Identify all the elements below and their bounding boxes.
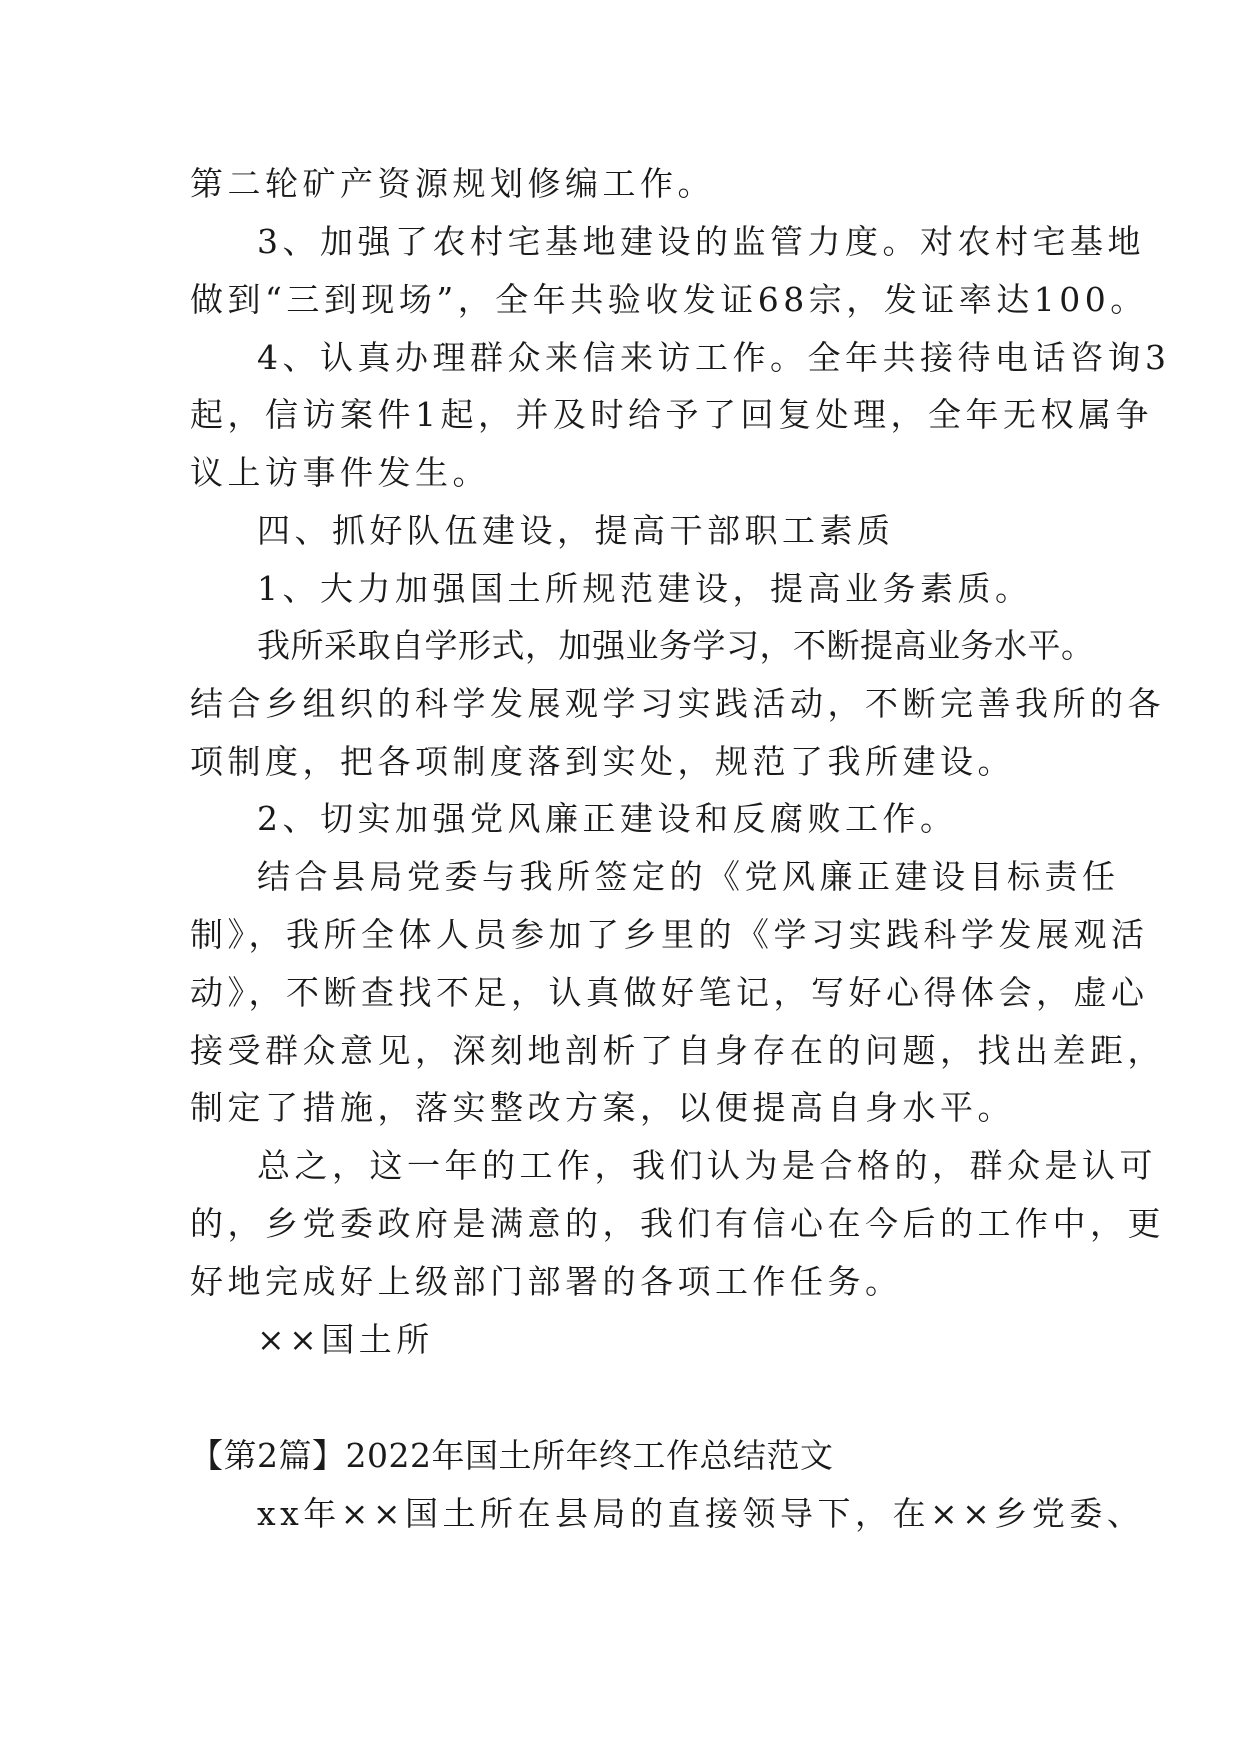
paragraph-line: 项制度，把各项制度落到实处，规范了我所建设。 [190,742,1015,781]
paragraph-line: 动》，不断查找不足，认真做好笔记，写好心得体会，虚心 [190,973,1149,1012]
paragraph-line: 结合乡组织的科学发展观学习实践活动，不断完善我所的各 [190,684,1165,723]
paragraph-line: 制》，我所全体人员参加了乡里的《学习实践科学发展观活 [190,915,1149,954]
paragraph-line: 的，乡党委政府是满意的，我们有信心在今后的工作中，更 [190,1204,1165,1243]
paragraph-line: 3、加强了农村宅基地建设的监管力度。对农村宅基地 [257,222,1145,261]
paragraph-line: 总之，这一年的工作，我们认为是合格的，群众是认可 [257,1146,1157,1185]
paragraph-line: 4、认真办理群众来信来访工作。全年共接待电话咨询3 [257,338,1171,377]
paragraph-line: 1、大力加强国土所规范建设，提高业务素质。 [257,569,1033,608]
section-heading: 四、抓好队伍建设，提高干部职工素质 [257,511,895,550]
paragraph-line: 起，信访案件1起，并及时给予了回复处理，全年无权属争 [190,395,1153,434]
paragraph-line: 制定了措施，落实整改方案，以便提高自身水平。 [190,1088,1015,1127]
article-title: 【第2篇】2022年国土所年终工作总结范文 [190,1436,834,1475]
paragraph-line: xx年××国土所在县局的直接领导下，在××乡党委、 [257,1494,1145,1533]
paragraph-line: 我所采取自学形式，加强业务学习，不断提高业务水平。 [257,626,1095,665]
paragraph-line: 第二轮矿产资源规划修编工作。 [190,164,715,203]
paragraph-line: 好地完成好上级部门部署的各项工作任务。 [190,1262,903,1301]
paragraph-line: 2、切实加强党风廉正建设和反腐败工作。 [257,799,958,838]
paragraph-line: 结合县局党委与我所签定的《党风廉正建设目标责任 [257,857,1120,896]
paragraph-line: 议上访事件发生。 [190,453,490,492]
paragraph-line: 接受群众意见，深刻地剖析了自身存在的问题，找出差距， [190,1031,1165,1070]
signature-line: ××国土所 [257,1320,434,1359]
paragraph-line: 做到“三到现场”，全年共验收发证68宗，发证率达100。 [190,280,1148,319]
